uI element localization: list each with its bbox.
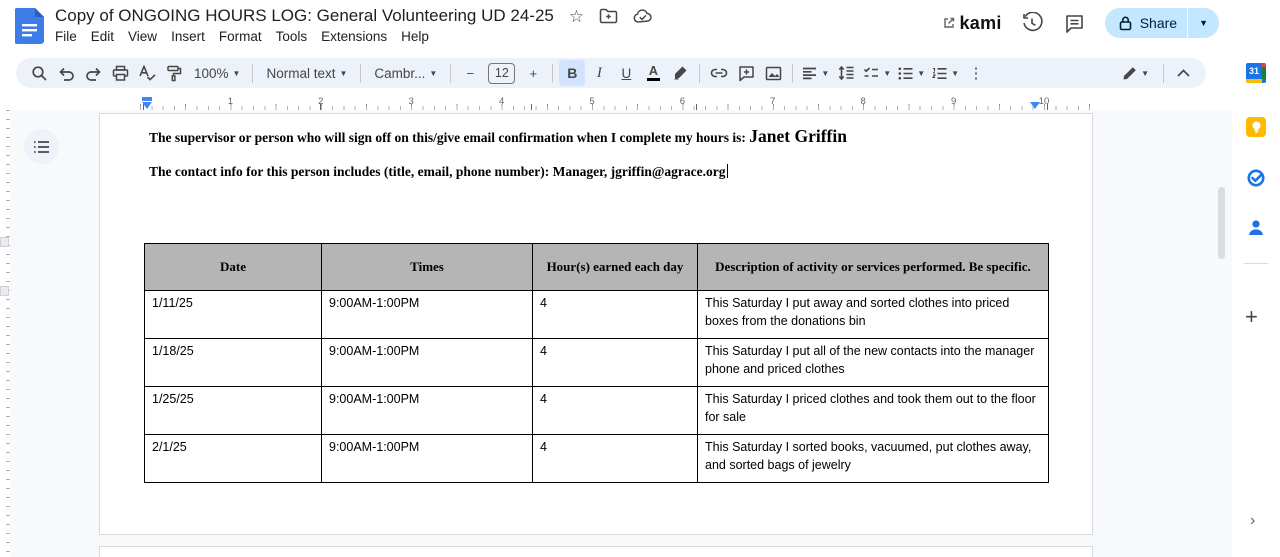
workspace-side-panel: [1232, 0, 1280, 557]
google-contacts-icon[interactable]: [1246, 218, 1266, 238]
google-calendar-icon[interactable]: [1246, 63, 1266, 83]
insert-link-button[interactable]: [706, 60, 732, 86]
history-clock-icon: [1021, 12, 1043, 34]
external-link-icon: [943, 17, 955, 29]
kami-extension-button[interactable]: [943, 13, 1001, 34]
chevron-up-icon: [1177, 69, 1190, 77]
share-dropdown-caret[interactable]: ▼: [1199, 18, 1208, 28]
calendar-date-label: 31: [1248, 66, 1259, 76]
table-column-guide[interactable]: [531, 104, 532, 110]
menu-edit[interactable]: Edit: [90, 29, 115, 44]
table-header-row: [145, 244, 1049, 291]
numbered-list-select[interactable]: [929, 60, 962, 86]
table-cell[interactable]: 4: [533, 339, 698, 387]
italic-button[interactable]: I: [596, 64, 602, 81]
insert-image-button[interactable]: [760, 60, 786, 86]
show-outline-button[interactable]: [24, 129, 59, 164]
chevron-down-icon: ▼: [917, 68, 926, 78]
side-panel-divider: [1244, 263, 1268, 264]
table-cell[interactable]: This Saturday I priced clothes and took them out to the floor for sale: [698, 387, 1049, 435]
move-folder-icon[interactable]: [599, 8, 618, 24]
chevron-down-icon: ▼: [232, 68, 241, 78]
menu-format[interactable]: Format: [218, 29, 262, 44]
print-icon: [112, 65, 129, 82]
toolbar-divider: [1163, 64, 1164, 83]
toolbar-divider: [450, 64, 451, 83]
text-cursor: [727, 164, 729, 178]
underline-button[interactable]: U: [621, 65, 632, 81]
decrease-font-size-button[interactable]: −: [466, 65, 475, 81]
table-row: [145, 291, 1049, 339]
font-family-select[interactable]: Cambr... ▼: [374, 65, 438, 81]
column-header[interactable]: Date: [145, 244, 322, 291]
table-cell[interactable]: 4: [533, 291, 698, 339]
table-cell[interactable]: 9:00AM-1:00PM: [322, 291, 533, 339]
toolbar-divider: [792, 64, 793, 83]
highlighter-icon: [672, 65, 688, 81]
link-icon: [710, 68, 728, 78]
numbered-list-icon: [932, 67, 947, 80]
image-icon: [765, 66, 782, 81]
lock-icon: [1119, 16, 1132, 31]
column-header[interactable]: Hour(s) earned each day: [533, 244, 698, 291]
menu-view[interactable]: View: [128, 29, 158, 44]
paint-format-button[interactable]: [161, 60, 187, 86]
chevron-down-icon: ▼: [339, 68, 348, 78]
bulleted-list-icon: [898, 67, 913, 80]
column-header[interactable]: Times: [322, 244, 533, 291]
menu-file[interactable]: File: [55, 29, 77, 44]
toolbar-divider: [699, 64, 700, 83]
undo-button[interactable]: [53, 60, 79, 86]
menu-insert[interactable]: Insert: [171, 29, 205, 44]
table-row: [145, 435, 1049, 483]
highlight-color-button[interactable]: [667, 60, 693, 86]
line-spacing-icon: [838, 66, 854, 80]
align-left-icon: [802, 67, 817, 80]
table-row-guide[interactable]: [0, 237, 9, 247]
zoom-select[interactable]: 100% ▼: [194, 65, 241, 81]
redo-button[interactable]: [80, 60, 106, 86]
ruler-number: 5: [589, 96, 595, 107]
table-cell[interactable]: 4: [533, 435, 698, 483]
search-menus-button[interactable]: [26, 60, 52, 86]
calendar-accent-green: [1262, 67, 1266, 79]
first-line-indent-marker[interactable]: [142, 97, 152, 101]
toolbar-divider: [360, 64, 361, 83]
supervisor-name: Janet Griffin: [749, 126, 847, 146]
get-addons-button[interactable]: +: [1245, 304, 1258, 329]
redo-icon: [85, 66, 102, 81]
cloud-saved-icon[interactable]: [633, 9, 653, 24]
calendar-accent-red: [1262, 63, 1266, 67]
hours-log-table: [144, 243, 1049, 483]
paragraph-style-select[interactable]: Normal text ▼: [266, 65, 348, 81]
supervisor-line[interactable]: [149, 126, 847, 147]
column-header[interactable]: Description of activity or services performed. Be specific.: [698, 244, 1049, 291]
ruler-number: 3: [408, 96, 414, 107]
table-cell[interactable]: 9:00AM-1:00PM: [322, 339, 533, 387]
font-size-input[interactable]: 12: [488, 63, 515, 84]
align-select[interactable]: [799, 60, 832, 86]
line-spacing-button[interactable]: [833, 60, 859, 86]
ruler-number: 8: [860, 96, 866, 107]
pencil-icon: [1122, 66, 1137, 81]
vertical-scrollbar-thumb[interactable]: [1218, 187, 1225, 259]
left-indent-marker[interactable]: [142, 102, 152, 109]
chevron-down-icon: ▼: [429, 68, 438, 78]
document-title[interactable]: Copy of ONGOING HOURS LOG: General Volunteering UD 24-25: [55, 6, 554, 25]
ruler-number: 2: [318, 96, 324, 107]
chevron-down-icon: ▼: [821, 68, 830, 78]
table-cell[interactable]: 1/18/25: [145, 339, 322, 387]
print-button[interactable]: [107, 60, 133, 86]
bulleted-list-select[interactable]: [895, 60, 928, 86]
table-cell[interactable]: 1/11/25: [145, 291, 322, 339]
show-side-panel-button[interactable]: ›: [1250, 512, 1256, 529]
table-cell[interactable]: 2/1/25: [145, 435, 322, 483]
ruler-number: 9: [950, 96, 957, 107]
ruler-number: 1: [227, 96, 234, 107]
chevron-down-icon: ▼: [951, 68, 960, 78]
comment-icon: [1064, 13, 1085, 34]
toolbar-divider: [552, 64, 553, 83]
share-label: Share: [1139, 15, 1178, 31]
document-page-2[interactable]: [99, 546, 1093, 557]
bold-button[interactable]: B: [559, 60, 585, 86]
ruler-number: 4: [498, 96, 505, 107]
undo-icon: [58, 66, 75, 81]
comments-button[interactable]: [1062, 10, 1088, 36]
increase-font-size-button[interactable]: +: [529, 65, 538, 81]
app-header: [0, 0, 1280, 52]
checklist-select[interactable]: [860, 60, 894, 86]
document-page-1[interactable]: [99, 113, 1093, 535]
menu-bar: [48, 27, 436, 46]
comment-add-icon: [738, 65, 755, 82]
kami-label: kami: [959, 12, 1002, 33]
version-history-button[interactable]: [1019, 10, 1045, 36]
toolbar-divider: [252, 64, 253, 83]
table-cell[interactable]: This Saturday I put all of the new contacts into the manager phone and priced clothes: [698, 339, 1049, 387]
checklist-icon: [863, 66, 879, 80]
share-button[interactable]: [1105, 8, 1219, 38]
document-canvas: [0, 110, 1232, 557]
menu-help[interactable]: Help: [401, 29, 429, 44]
spellcheck-icon: [138, 65, 156, 81]
spell-check-button[interactable]: [134, 60, 160, 86]
menu-extensions[interactable]: Extensions: [321, 29, 388, 44]
google-tasks-icon[interactable]: [1246, 168, 1266, 188]
contact-text: The contact info for this person includes (title, email, phone number): Manager, jgriffin@agrace.org: [149, 164, 726, 179]
ruler-number: 6: [679, 96, 686, 107]
text-color-button[interactable]: [640, 60, 666, 86]
table-cell[interactable]: 4: [533, 387, 698, 435]
document-outline-icon: [34, 141, 49, 153]
table-cell[interactable]: 9:00AM-1:00PM: [322, 435, 533, 483]
ruler-number: 10: [1038, 96, 1050, 107]
table-cell[interactable]: 1/25/25: [145, 387, 322, 435]
supervisor-label: The supervisor or person who will sign off on this/give email confirmation when I complete my hours is:: [149, 130, 750, 145]
search-icon: [31, 65, 48, 82]
editing-mode-select[interactable]: [1114, 60, 1157, 86]
google-keep-icon[interactable]: [1246, 117, 1266, 137]
table-row-guide[interactable]: [0, 286, 9, 296]
contact-line[interactable]: [149, 164, 728, 180]
calendar-accent-yellow: [1246, 79, 1262, 83]
table-row: [145, 339, 1049, 387]
text-color-icon: A: [647, 65, 660, 82]
menu-tools[interactable]: Tools: [275, 29, 308, 44]
table-column-guide[interactable]: [696, 104, 697, 110]
chevron-down-icon: ▼: [1141, 68, 1149, 78]
vertical-ruler: [0, 110, 10, 557]
star-icon[interactable]: ☆: [568, 6, 585, 26]
table-cell[interactable]: 9:00AM-1:00PM: [322, 387, 533, 435]
table-row: [145, 387, 1049, 435]
more-options-button[interactable]: ⋮: [968, 65, 984, 82]
toolbar: [16, 58, 1206, 88]
table-cell[interactable]: This Saturday I sorted books, vacuumed, put clothes away, and sorted bags of jewelry: [698, 435, 1049, 483]
chevron-down-icon: ▼: [883, 68, 892, 78]
horizontal-ruler: [0, 96, 1232, 110]
ruler-number: 7: [770, 96, 776, 107]
google-docs-logo[interactable]: [15, 8, 44, 44]
hide-menus-button[interactable]: [1170, 60, 1196, 86]
add-comment-button[interactable]: [733, 60, 759, 86]
ruler-scale: [140, 96, 1093, 110]
paint-roller-icon: [166, 65, 182, 82]
table-cell[interactable]: This Saturday I put away and sorted clothes into priced boxes from the donations bin: [698, 291, 1049, 339]
